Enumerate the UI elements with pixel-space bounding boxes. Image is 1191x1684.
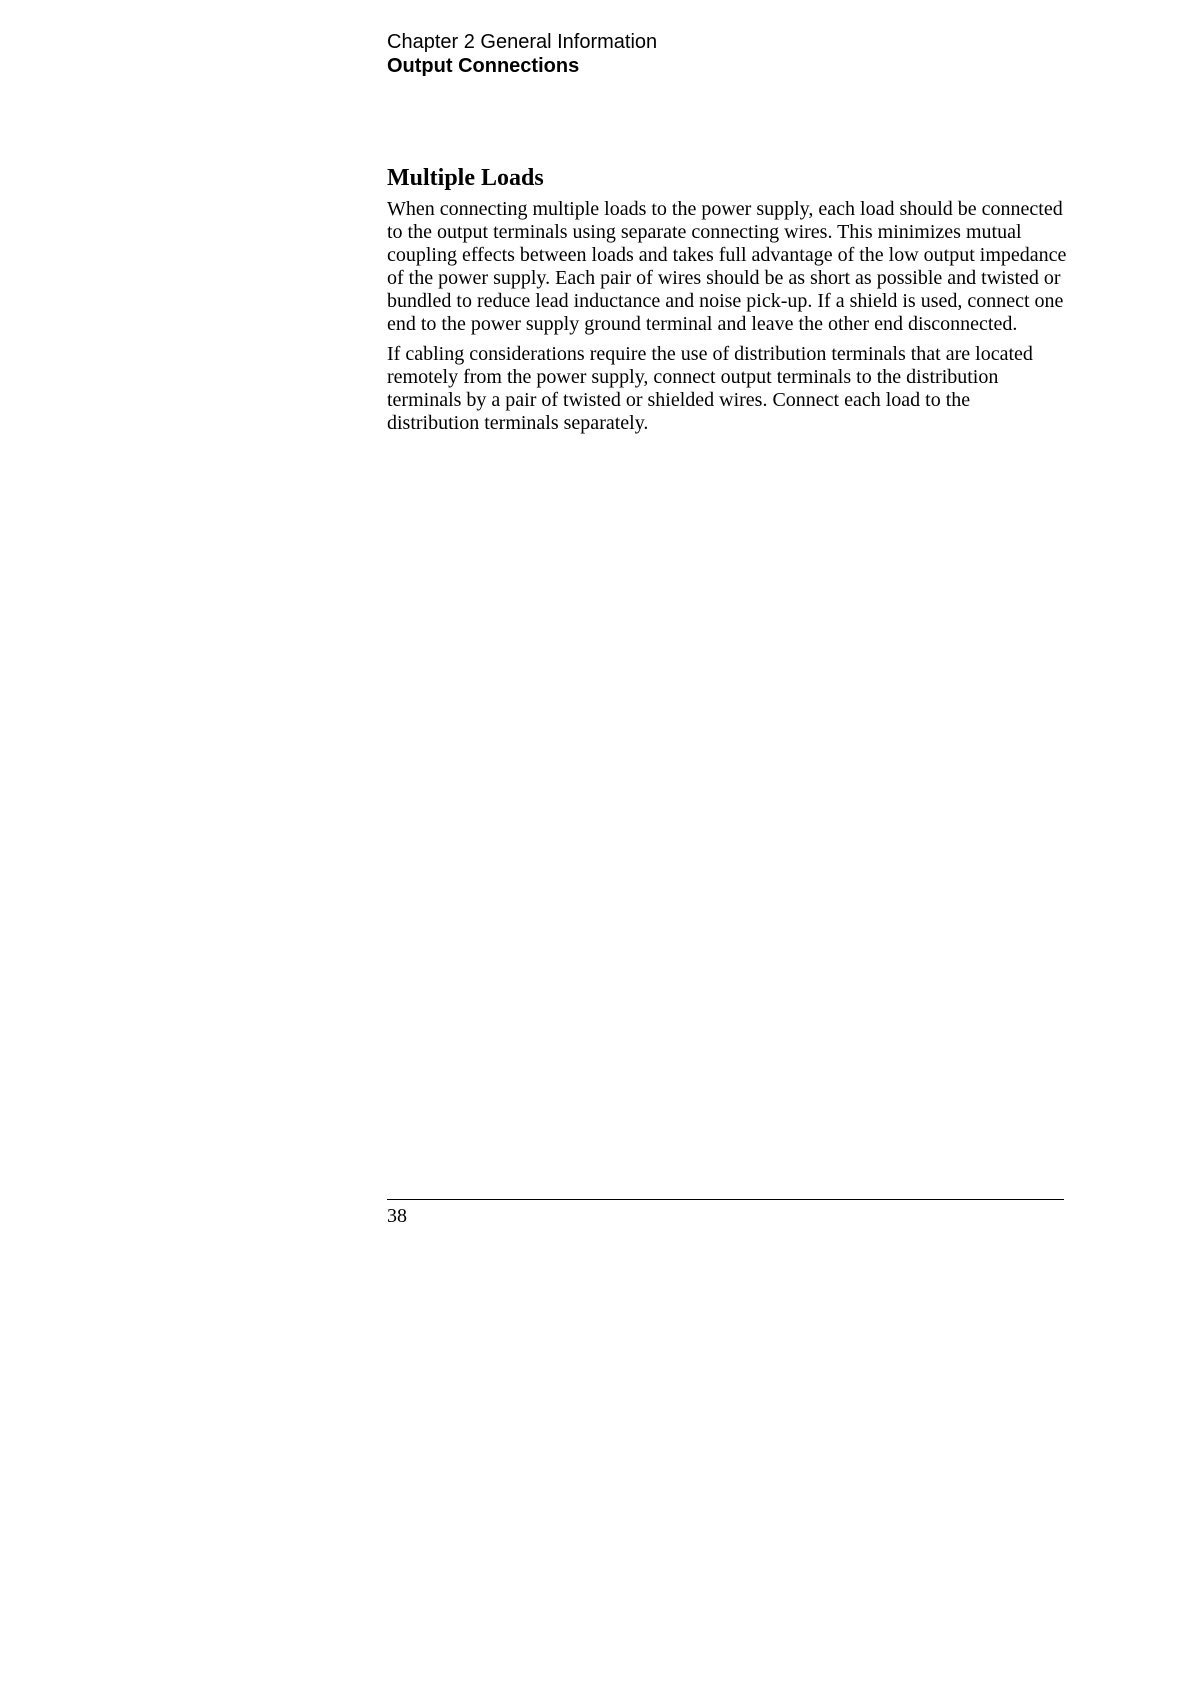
main-content (387, 164, 1067, 441)
body-paragraph: If cabling considerations require the use of distribution terminals that are located remotely from the power supply, connect output terminals to the distribution terminals by a pair of twisted or shielded wires. Connect each load to the distribution terminals separately. (387, 342, 1033, 434)
section-heading: Multiple Loads (387, 165, 544, 191)
section-title: Output Connections (387, 55, 580, 77)
footer-divider (387, 1199, 1064, 1200)
chapter-title: Chapter 2 General Information (387, 31, 658, 53)
page-number: 38 (387, 1205, 407, 1227)
running-header (387, 30, 1067, 78)
body-paragraph: When connecting multiple loads to the power supply, each load should be connected to the output terminals using separate connecting wires. This minimizes mutual coupling effects between loads and takes full advantage of the low output impedance of the power supply. Each pair of wires should be as short as possible and twisted or bundled to reduce lead inductance and noise pick-up. If a shield is used, connect one end to the power supply ground terminal and leave the other end disconnected. (387, 198, 1067, 336)
